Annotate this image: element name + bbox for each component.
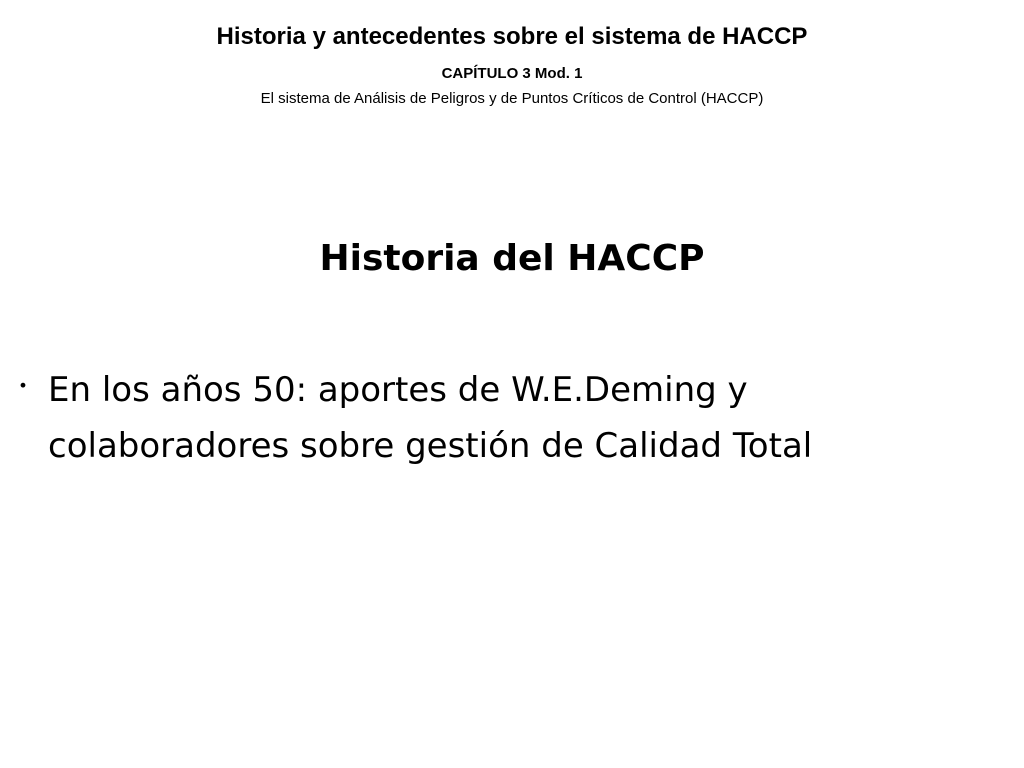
- bullet-marker: ・: [10, 372, 37, 402]
- slide-heading: Historia del HACCP: [319, 238, 705, 279]
- bullet-list: [0, 362, 1024, 474]
- header-title: Historia y antecedentes sobre el sistema de HACCP: [216, 23, 808, 50]
- bullet-text-line-1: En los años 50: aportes de W.E.Deming y: [48, 370, 748, 410]
- bullet-item: [0, 362, 948, 474]
- header-subtitle: El sistema de Análisis de Peligros y de Puntos Críticos de Control (HACCP): [260, 90, 764, 107]
- bullet-text-line-2: colaboradores sobre gestión de Calidad Total: [48, 426, 813, 466]
- chapter-label: CAPÍTULO 3 Mod. 1: [441, 65, 583, 82]
